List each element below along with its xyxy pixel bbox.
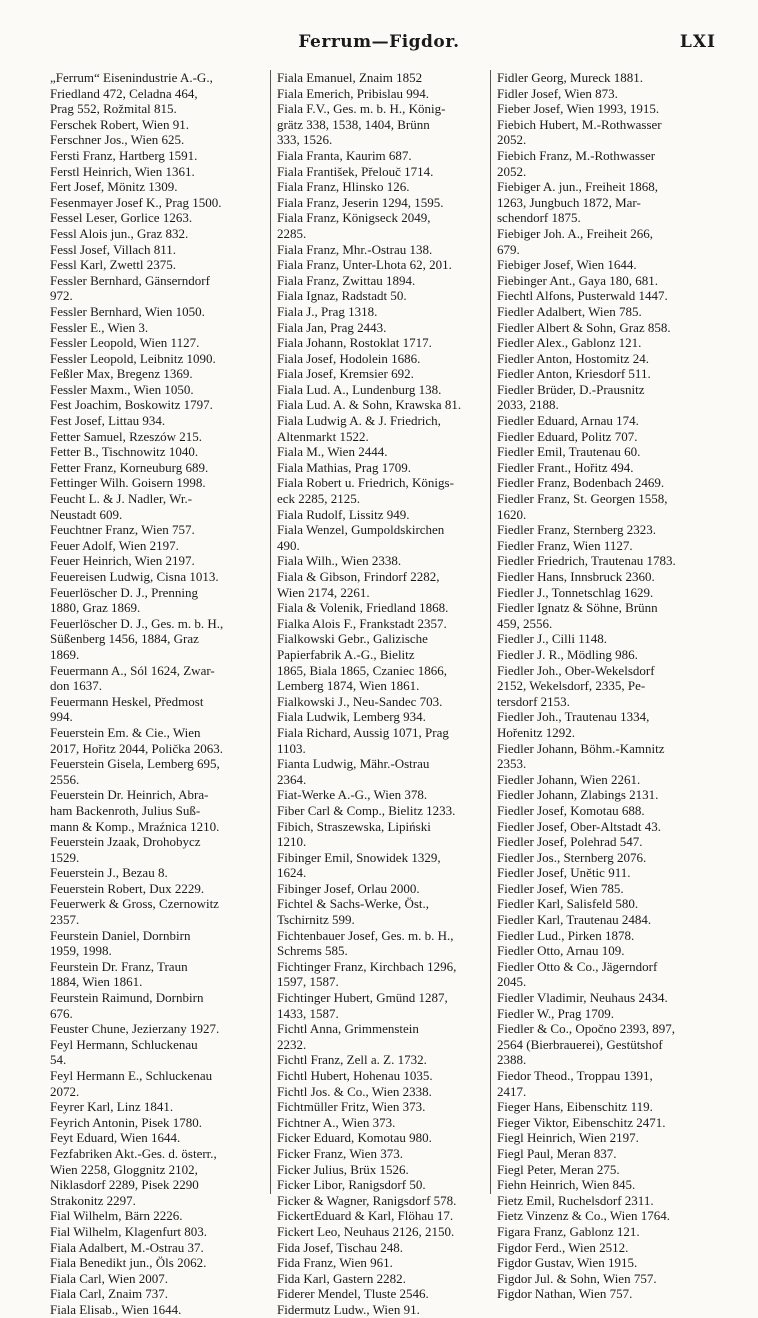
directory-entry: Fiedler J. R., Mödling 986. <box>497 646 638 662</box>
directory-entry: Ficker Libor, Ranigsdorf 50. <box>277 1177 426 1193</box>
directory-entry: Fiala Elisab., Wien 1644. <box>50 1301 182 1317</box>
directory-entry: Fichtel & Sachs-Werke, Öst., <box>277 896 430 912</box>
directory-entry: Fiedler Josef, Wien 785. <box>497 880 624 896</box>
directory-entry: FickertEduard & Karl, Flöhau 17. <box>277 1208 454 1224</box>
directory-entry: Fiedler Friedrich, Trautenau 1783. <box>497 553 676 569</box>
directory-entry: 2564 (Bierbrauerei), Gestütshof <box>497 1036 663 1052</box>
directory-entry: 1869. <box>50 646 80 662</box>
directory-entry: 1884, Wien 1861. <box>50 974 143 990</box>
directory-entry: Feyl Hermann, Schluckenau <box>50 1036 198 1052</box>
directory-entry: Fiala Benedikt jun., Öls 2062. <box>50 1255 207 1271</box>
directory-entry: Fiedler Hans, Innsbruck 2360. <box>497 569 655 584</box>
directory-entry: Feuerstein J., Bezau 8. <box>50 865 168 881</box>
directory-entry: Feuer Heinrich, Wien 2197. <box>50 553 195 569</box>
directory-entry: Fiedler Alex., Gablonz 121. <box>497 335 642 351</box>
directory-entry: Fiala Franz, Zwittau 1894. <box>277 272 416 288</box>
directory-column-2 <box>270 70 490 1317</box>
directory-entry: Ferschner Jos., Wien 625. <box>50 132 185 148</box>
directory-entry: Feuereisen Ludwig, Cisna 1013. <box>50 569 219 584</box>
directory-entry: Fiala Josef, Hodolein 1686. <box>277 350 421 366</box>
directory-entry: Fichtl Franz, Zell a. Z. 1732. <box>277 1052 427 1068</box>
directory-entry: schendorf 1875. <box>497 210 581 226</box>
directory-entry: Figara Franz, Gablonz 121. <box>497 1223 640 1239</box>
directory-entry: Feuerwerk & Gross, Czernowitz <box>50 896 219 912</box>
directory-column-3 <box>490 70 710 1302</box>
directory-entry: Fessler E., Wien 3. <box>50 319 149 335</box>
directory-entry: 2285. <box>277 225 307 241</box>
directory-entry: Fiala Jan, Prag 2443. <box>277 319 387 335</box>
directory-entry: Fida Karl, Gastern 2282. <box>277 1270 406 1286</box>
directory-entry: Fiebiger Josef, Wien 1644. <box>497 257 637 273</box>
directory-entry: Fiedler Otto, Arnau 109. <box>497 943 625 959</box>
directory-entry: Fiala Franz, Unter-Lhota 62, 201. <box>277 257 452 273</box>
directory-entry: Fiedler Franz, Sternberg 2323. <box>497 522 656 538</box>
directory-entry: Fest Josef, Littau 934. <box>50 413 166 429</box>
directory-entry: Fiala M., Wien 2444. <box>277 444 388 460</box>
directory-entry: Fichtinger Franz, Kirchbach 1296, <box>277 958 457 974</box>
directory-entry: Figdor Nathan, Wien 757. <box>497 1286 633 1302</box>
directory-entry: Fianta Ludwig, Mähr.-Ostrau <box>277 756 430 772</box>
directory-entry: Fichtl Anna, Grimmenstein <box>277 1021 419 1037</box>
directory-entry: Fetter B., Tischnowitz 1040. <box>50 444 199 460</box>
directory-entry: Wien 2174, 2261. <box>277 584 370 600</box>
directory-entry: Fichtl Hubert, Hohenau 1035. <box>277 1068 433 1083</box>
directory-entry: Fiber Carl & Comp., Bielitz 1233. <box>277 802 456 818</box>
directory-entry: Feyl Hermann E., Schluckenau <box>50 1068 213 1083</box>
directory-entry: Fida Josef, Tischau 248. <box>277 1239 404 1255</box>
directory-columns <box>50 70 712 1317</box>
directory-entry: Fessl Alois jun., Graz 832. <box>50 225 189 241</box>
directory-entry: Fiala Lud. A. & Sohn, Krawska 81. <box>277 397 462 413</box>
directory-entry: 1865, Biala 1865, Czaniec 1866, <box>277 662 448 678</box>
directory-entry: 1959, 1998. <box>50 943 112 959</box>
directory-entry: Feuermann Heskel, Předmost <box>50 693 204 709</box>
directory-entry: Fiala J., Prag 1318. <box>277 303 378 319</box>
directory-entry: Fiderer Mendel, Tluste 2546. <box>277 1286 429 1302</box>
directory-entry: Feuster Chune, Jezierzany 1927. <box>50 1021 220 1037</box>
directory-entry: Fiebiger Joh. A., Freiheit 266, <box>497 225 653 241</box>
directory-entry: 2152, Wekelsdorf, 2335, Pe- <box>497 678 646 694</box>
directory-entry: Fetter Franz, Korneuburg 689. <box>50 459 209 475</box>
directory-entry: Fiala & Volenik, Friedland 1868. <box>277 600 449 616</box>
directory-entry: Feucht L. & J. Nadler, Wr.- <box>50 491 193 507</box>
directory-entry: Fersti Franz, Hartberg 1591. <box>50 147 198 163</box>
directory-entry: Wien 2258, Gloggnitz 2102, <box>50 1161 198 1177</box>
directory-entry: Fiedler Josef, Polehrad 547. <box>497 834 643 850</box>
directory-entry: Fiebiger A. jun., Freiheit 1868, <box>497 179 659 195</box>
directory-entry: Fiedler Adalbert, Wien 785. <box>497 303 642 319</box>
directory-entry: 2232. <box>277 1036 307 1052</box>
directory-entry: 2417. <box>497 1083 527 1099</box>
directory-entry: 2052. <box>497 163 527 179</box>
directory-entry: 459, 2556. <box>497 615 553 631</box>
directory-entry: Fidler Josef, Wien 873. <box>497 85 618 101</box>
directory-entry: 54. <box>50 1052 67 1068</box>
directory-entry: Feuermann A., Sól 1624, Zwar- <box>50 662 215 678</box>
directory-entry: Niklasdorf 2289, Pisek 2290 <box>50 1177 199 1193</box>
directory-entry: Fest Joachim, Boskowitz 1797. <box>50 397 213 413</box>
directory-entry: Fiedler Josef, Unětic 911. <box>497 865 631 881</box>
directory-entry: Fiala & Gibson, Frindorf 2282, <box>277 569 440 584</box>
directory-entry: Feuerlöscher D. J., Ges. m. b. H., <box>50 615 224 631</box>
directory-entry: Fiala Mathias, Prag 1709. <box>277 459 411 475</box>
directory-entry: 994. <box>50 709 73 725</box>
directory-entry: 333, 1526. <box>277 132 333 148</box>
directory-entry: Ferstl Heinrich, Wien 1361. <box>50 163 195 179</box>
directory-entry: Feyt Eduard, Wien 1644. <box>50 1130 181 1146</box>
directory-entry: Strakonitz 2297. <box>50 1192 136 1208</box>
directory-column-1 <box>50 70 270 1317</box>
directory-entry: Fiedler Albert & Sohn, Graz 858. <box>497 319 671 335</box>
page-header <box>0 32 758 58</box>
directory-entry: Neustadt 609. <box>50 506 123 522</box>
directory-entry: Fiedler J., Tonnetschlag 1629. <box>497 584 654 600</box>
directory-entry: Lemberg 1874, Wien 1861. <box>277 678 420 694</box>
directory-entry: Figdor Jul. & Sohn, Wien 757. <box>497 1270 657 1286</box>
directory-entry: Fichtenbauer Josef, Ges. m. b. H., <box>277 927 454 943</box>
directory-entry: Fiala Emerich, Pribislau 994. <box>277 85 430 101</box>
directory-entry: Fidermutz Ludw., Wien 91. <box>277 1301 420 1317</box>
directory-entry: Fiedler Johann, Böhm.-Kamnitz <box>497 740 665 756</box>
directory-entry: Fiala Franz, Jeserin 1294, 1595. <box>277 194 444 210</box>
directory-entry: Ferschek Robert, Wien 91. <box>50 116 189 132</box>
directory-entry: Altenmarkt 1522. <box>277 428 369 444</box>
directory-entry: Feuerstein Gisela, Lemberg 695, <box>50 756 220 772</box>
directory-entry: Fietz Vinzenz & Co., Wien 1764. <box>497 1208 670 1224</box>
directory-entry: mann & Komp., Mraźnica 1210. <box>50 818 220 834</box>
directory-entry: Fiedler Jos., Sternberg 2076. <box>497 849 647 865</box>
directory-entry: Fichtmüller Fritz, Wien 373. <box>277 1099 426 1115</box>
directory-entry: Fibich, Straszewska, Lipiński <box>277 818 431 834</box>
directory-entry: Fiala Adalbert, M.-Ostrau 37. <box>50 1239 204 1255</box>
directory-entry: Fichtinger Hubert, Gmünd 1287, <box>277 990 448 1006</box>
directory-entry: Ficker Eduard, Komotau 980. <box>277 1130 432 1146</box>
directory-entry: Fiebinger Ant., Gaya 180, 681. <box>497 272 659 288</box>
directory-entry: 2017, Hořitz 2044, Polička 2063. <box>50 740 223 756</box>
directory-entry: Fiedler Eduard, Arnau 174. <box>497 413 639 429</box>
directory-entry: Fiedler Josef, Komotau 688. <box>497 802 645 818</box>
directory-entry: Fieger Viktor, Eibenschitz 2471. <box>497 1114 666 1130</box>
directory-entry: Feyrich Antonin, Pisek 1780. <box>50 1114 203 1130</box>
directory-entry: Fidler Georg, Mureck 1881. <box>497 70 643 85</box>
directory-entry: Fiedler Ignatz & Söhne, Brünn <box>497 600 658 616</box>
directory-entry: Fial Wilhelm, Klagenfurt 803. <box>50 1223 208 1239</box>
directory-entry: Fiala Ignaz, Radstadt 50. <box>277 288 407 304</box>
directory-entry: Feuerlöscher D. J., Prenning <box>50 584 199 600</box>
directory-entry: 2033, 2188. <box>497 397 559 413</box>
directory-entry: Hořenitz 1292. <box>497 724 575 740</box>
directory-entry: Fida Franz, Wien 961. <box>277 1255 393 1271</box>
directory-entry: Fessler Leopold, Leibnitz 1090. <box>50 350 216 366</box>
directory-entry: 490. <box>277 537 300 553</box>
directory-entry: Figdor Ferd., Wien 2512. <box>497 1239 629 1255</box>
directory-entry: Fibinger Josef, Orlau 2000. <box>277 880 420 896</box>
directory-entry: Fiala Franta, Kaurim 687. <box>277 147 412 163</box>
directory-entry: Fibinger Emil, Snowidek 1329, <box>277 849 441 865</box>
directory-entry: Friedland 472, Celadna 464, <box>50 85 198 101</box>
directory-entry: 972. <box>50 288 73 304</box>
directory-entry: Fiala Richard, Aussig 1071, Prag <box>277 724 449 740</box>
directory-entry: Fiedler Josef, Ober-Altstadt 43. <box>497 818 662 834</box>
directory-entry: Fiala Rudolf, Lissitz 949. <box>277 506 410 522</box>
directory-entry: ham Backenroth, Julius Suß- <box>50 802 201 818</box>
directory-entry: Feuerstein Robert, Dux 2229. <box>50 880 205 896</box>
directory-entry: Fiebich Franz, M.-Rothwasser <box>497 147 656 163</box>
directory-entry: 2364. <box>277 771 307 787</box>
directory-entry: Fiedler Joh., Trautenau 1334, <box>497 709 650 725</box>
directory-entry: Ficker Franz, Wien 373. <box>277 1145 403 1161</box>
directory-entry: Fiedler Emil, Trautenau 60. <box>497 444 641 460</box>
directory-entry: Fiedler Franz, Wien 1127. <box>497 537 633 553</box>
directory-entry: Feßler Max, Bregenz 1369. <box>50 366 193 382</box>
directory-entry: Fessler Leopold, Wien 1127. <box>50 335 200 351</box>
directory-entry: Fezfabriken Akt.-Ges. d. österr., <box>50 1145 217 1161</box>
directory-entry: Feuerstein Em. & Cie., Wien <box>50 724 201 740</box>
directory-entry: Fiegl Heinrich, Wien 2197. <box>497 1130 639 1146</box>
directory-entry: Fichtl Jos. & Co., Wien 2338. <box>277 1083 432 1099</box>
directory-entry: Fiedler Frant., Hořitz 494. <box>497 459 634 475</box>
page-number: LXI <box>679 32 716 52</box>
directory-entry: Feyrer Karl, Linz 1841. <box>50 1099 174 1115</box>
directory-entry: Fichtner A., Wien 373. <box>277 1114 396 1130</box>
directory-entry: Fiedler Joh., Ober-Wekelsdorf <box>497 662 655 678</box>
directory-entry: Fiedor Theod., Troppau 1391, <box>497 1068 653 1083</box>
directory-entry: Fessl Karl, Zwettl 2375. <box>50 257 177 273</box>
directory-entry: 2388. <box>497 1052 527 1068</box>
directory-entry: Fiedler Anton, Kriesdorf 511. <box>497 366 651 382</box>
directory-entry: Prag 552, Rožmital 815. <box>50 101 177 117</box>
directory-entry: Fiala František, Přelouč 1714. <box>277 163 434 179</box>
directory-entry: Fiala Robert u. Friedrich, Königs- <box>277 475 454 491</box>
directory-entry: Feuer Adolf, Wien 2197. <box>50 537 179 553</box>
directory-entry: Fiala Johann, Rostoklat 1717. <box>277 335 432 351</box>
directory-entry: 676. <box>50 1005 73 1021</box>
directory-entry: Feuerstein Jzaak, Drohobycz <box>50 834 201 850</box>
directory-entry: Fiala Carl, Wien 2007. <box>50 1270 169 1286</box>
directory-entry: Fiedler Johann, Wien 2261. <box>497 771 641 787</box>
directory-entry: Fiala Franz, Mhr.-Ostrau 138. <box>277 241 433 257</box>
directory-entry: Fiala Wenzel, Gumpoldskirchen <box>277 522 445 538</box>
directory-entry: Fesenmayer Josef K., Prag 1500. <box>50 194 222 210</box>
directory-entry: Feuerstein Dr. Heinrich, Abra- <box>50 787 209 803</box>
directory-entry: Tschirnitz 599. <box>277 912 355 928</box>
directory-entry: don 1637. <box>50 678 102 694</box>
directory-entry: Feurstein Raimund, Dornbirn <box>50 990 204 1006</box>
directory-entry: Fiat-Werke A.-G., Wien 378. <box>277 787 428 803</box>
directory-entry: Fetter Samuel, Rzeszów 215. <box>50 428 202 444</box>
directory-entry: eck 2285, 2125. <box>277 491 361 507</box>
directory-entry: 1210. <box>277 834 307 850</box>
directory-entry: Fiala Franz, Hlinsko 126. <box>277 179 410 195</box>
directory-entry: Fiehn Heinrich, Wien 845. <box>497 1177 636 1193</box>
directory-entry: 2072. <box>50 1083 80 1099</box>
directory-entry: Fiala Emanuel, Znaim 1852 <box>277 70 423 85</box>
directory-entry: Schrems 585. <box>277 943 348 959</box>
directory-entry: Fiegl Paul, Meran 837. <box>497 1145 617 1161</box>
directory-entry: Fieber Josef, Wien 1993, 1915. <box>497 101 660 117</box>
directory-entry: 1433, 1587. <box>277 1005 339 1021</box>
directory-entry: Fiedler W., Prag 1709. <box>497 1005 614 1021</box>
directory-entry: Fiala Josef, Kremsier 692. <box>277 366 414 382</box>
directory-entry: Fialkowski Gebr., Galizische <box>277 631 428 647</box>
directory-entry: Fialkowski J., Neu-Sandec 703. <box>277 693 443 709</box>
directory-entry: Fiedler Franz, St. Georgen 1558, <box>497 491 668 507</box>
directory-entry: 1620. <box>497 506 527 522</box>
directory-entry: Ficker Julius, Brüx 1526. <box>277 1161 409 1177</box>
directory-entry: grätz 338, 1538, 1404, Brünn <box>277 116 430 132</box>
directory-entry: Fiebich Hubert, M.-Rothwasser <box>497 116 662 132</box>
directory-entry: 1263, Jungbuch 1872, Mar- <box>497 194 641 210</box>
directory-entry: Ficker & Wagner, Ranigsdorf 578. <box>277 1192 457 1208</box>
directory-entry: Fert Josef, Mönitz 1309. <box>50 179 178 195</box>
directory-entry: 2052. <box>497 132 527 148</box>
directory-entry: 2045. <box>497 974 527 990</box>
directory-entry: Fiegl Peter, Meran 275. <box>497 1161 620 1177</box>
directory-entry: Fiedler Eduard, Politz 707. <box>497 428 638 444</box>
directory-entry: Fiala Ludwig A. & J. Friedrich, <box>277 413 441 429</box>
directory-entry: Fessler Bernhard, Gänserndorf <box>50 272 210 288</box>
directory-entry: Fialka Alois F., Frankstadt 2357. <box>277 615 447 631</box>
directory-entry: Fessel Leser, Gorlice 1263. <box>50 210 193 226</box>
directory-entry: Fieger Hans, Eibenschitz 119. <box>497 1099 653 1115</box>
directory-entry: Fettinger Wilh. Goisern 1998. <box>50 475 206 491</box>
directory-entry: Figdor Gustav, Wien 1915. <box>497 1255 638 1271</box>
directory-entry: Fiala Wilh., Wien 2338. <box>277 553 402 569</box>
page-title: Ferrum—Figdor. <box>298 32 460 52</box>
directory-entry: Fiechtl Alfons, Pusterwald 1447. <box>497 288 668 304</box>
directory-entry: Fiedler Johann, Zlabings 2131. <box>497 787 659 803</box>
directory-entry: Fiala F.V., Ges. m. b. H., König- <box>277 101 446 117</box>
directory-entry: Papierfabrik A.-G., Bielitz <box>277 646 415 662</box>
directory-entry: Fickert Leo, Neuhaus 2126, 2150. <box>277 1223 455 1239</box>
directory-entry: 1103. <box>277 740 306 756</box>
directory-entry: 1529. <box>50 849 80 865</box>
directory-entry: Fiedler Karl, Salisfeld 580. <box>497 896 639 912</box>
directory-entry: Fiedler Lud., Pirken 1878. <box>497 927 635 943</box>
directory-entry: 2357. <box>50 912 80 928</box>
directory-entry: Fessler Bernhard, Wien 1050. <box>50 303 205 319</box>
directory-entry: Feurstein Daniel, Dornbirn <box>50 927 191 943</box>
directory-entry: Fietz Emil, Ruchelsdorf 2311. <box>497 1192 654 1208</box>
directory-entry: 679. <box>497 241 520 257</box>
directory-entry: Fiala Carl, Znaim 737. <box>50 1286 169 1302</box>
directory-entry: Fessl Josef, Villach 811. <box>50 241 176 257</box>
directory-entry: Fiedler Franz, Bodenbach 2469. <box>497 475 665 491</box>
directory-entry: 2353. <box>497 756 527 772</box>
directory-entry: Fiedler & Co., Opočno 2393, 897, <box>497 1021 676 1037</box>
directory-entry: Fiala Lud. A., Lundenburg 138. <box>277 381 442 397</box>
directory-entry: Fiedler Brüder, D.-Prausnitz <box>497 381 645 397</box>
directory-entry: 1880, Graz 1869. <box>50 600 141 616</box>
directory-entry: Süßenberg 1456, 1884, Graz <box>50 631 199 647</box>
directory-entry: Feuchtner Franz, Wien 757. <box>50 522 195 538</box>
directory-entry: Fiala Ludwik, Lemberg 934. <box>277 709 426 725</box>
directory-entry: tersdorf 2153. <box>497 693 570 709</box>
directory-entry: Fiedler Otto & Co., Jägerndorf <box>497 958 658 974</box>
directory-entry: Fiedler Vladimir, Neuhaus 2434. <box>497 990 668 1006</box>
directory-entry: 1597, 1587. <box>277 974 339 990</box>
directory-entry: Fiedler Karl, Trautenau 2484. <box>497 912 652 928</box>
directory-entry: „Ferrum“ Eisenindustrie A.-G., <box>50 70 213 85</box>
directory-entry: Fial Wilhelm, Bärn 2226. <box>50 1208 183 1224</box>
directory-entry: Fessler Maxm., Wien 1050. <box>50 381 194 397</box>
directory-entry: 1624. <box>277 865 307 881</box>
directory-entry: Fiedler J., Cilli 1148. <box>497 631 608 647</box>
directory-entry: Fiala Franz, Königseck 2049, <box>277 210 431 226</box>
directory-entry: Fiedler Anton, Hostomitz 24. <box>497 350 650 366</box>
directory-entry: 2556. <box>50 771 80 787</box>
directory-entry: Feurstein Dr. Franz, Traun <box>50 958 188 974</box>
